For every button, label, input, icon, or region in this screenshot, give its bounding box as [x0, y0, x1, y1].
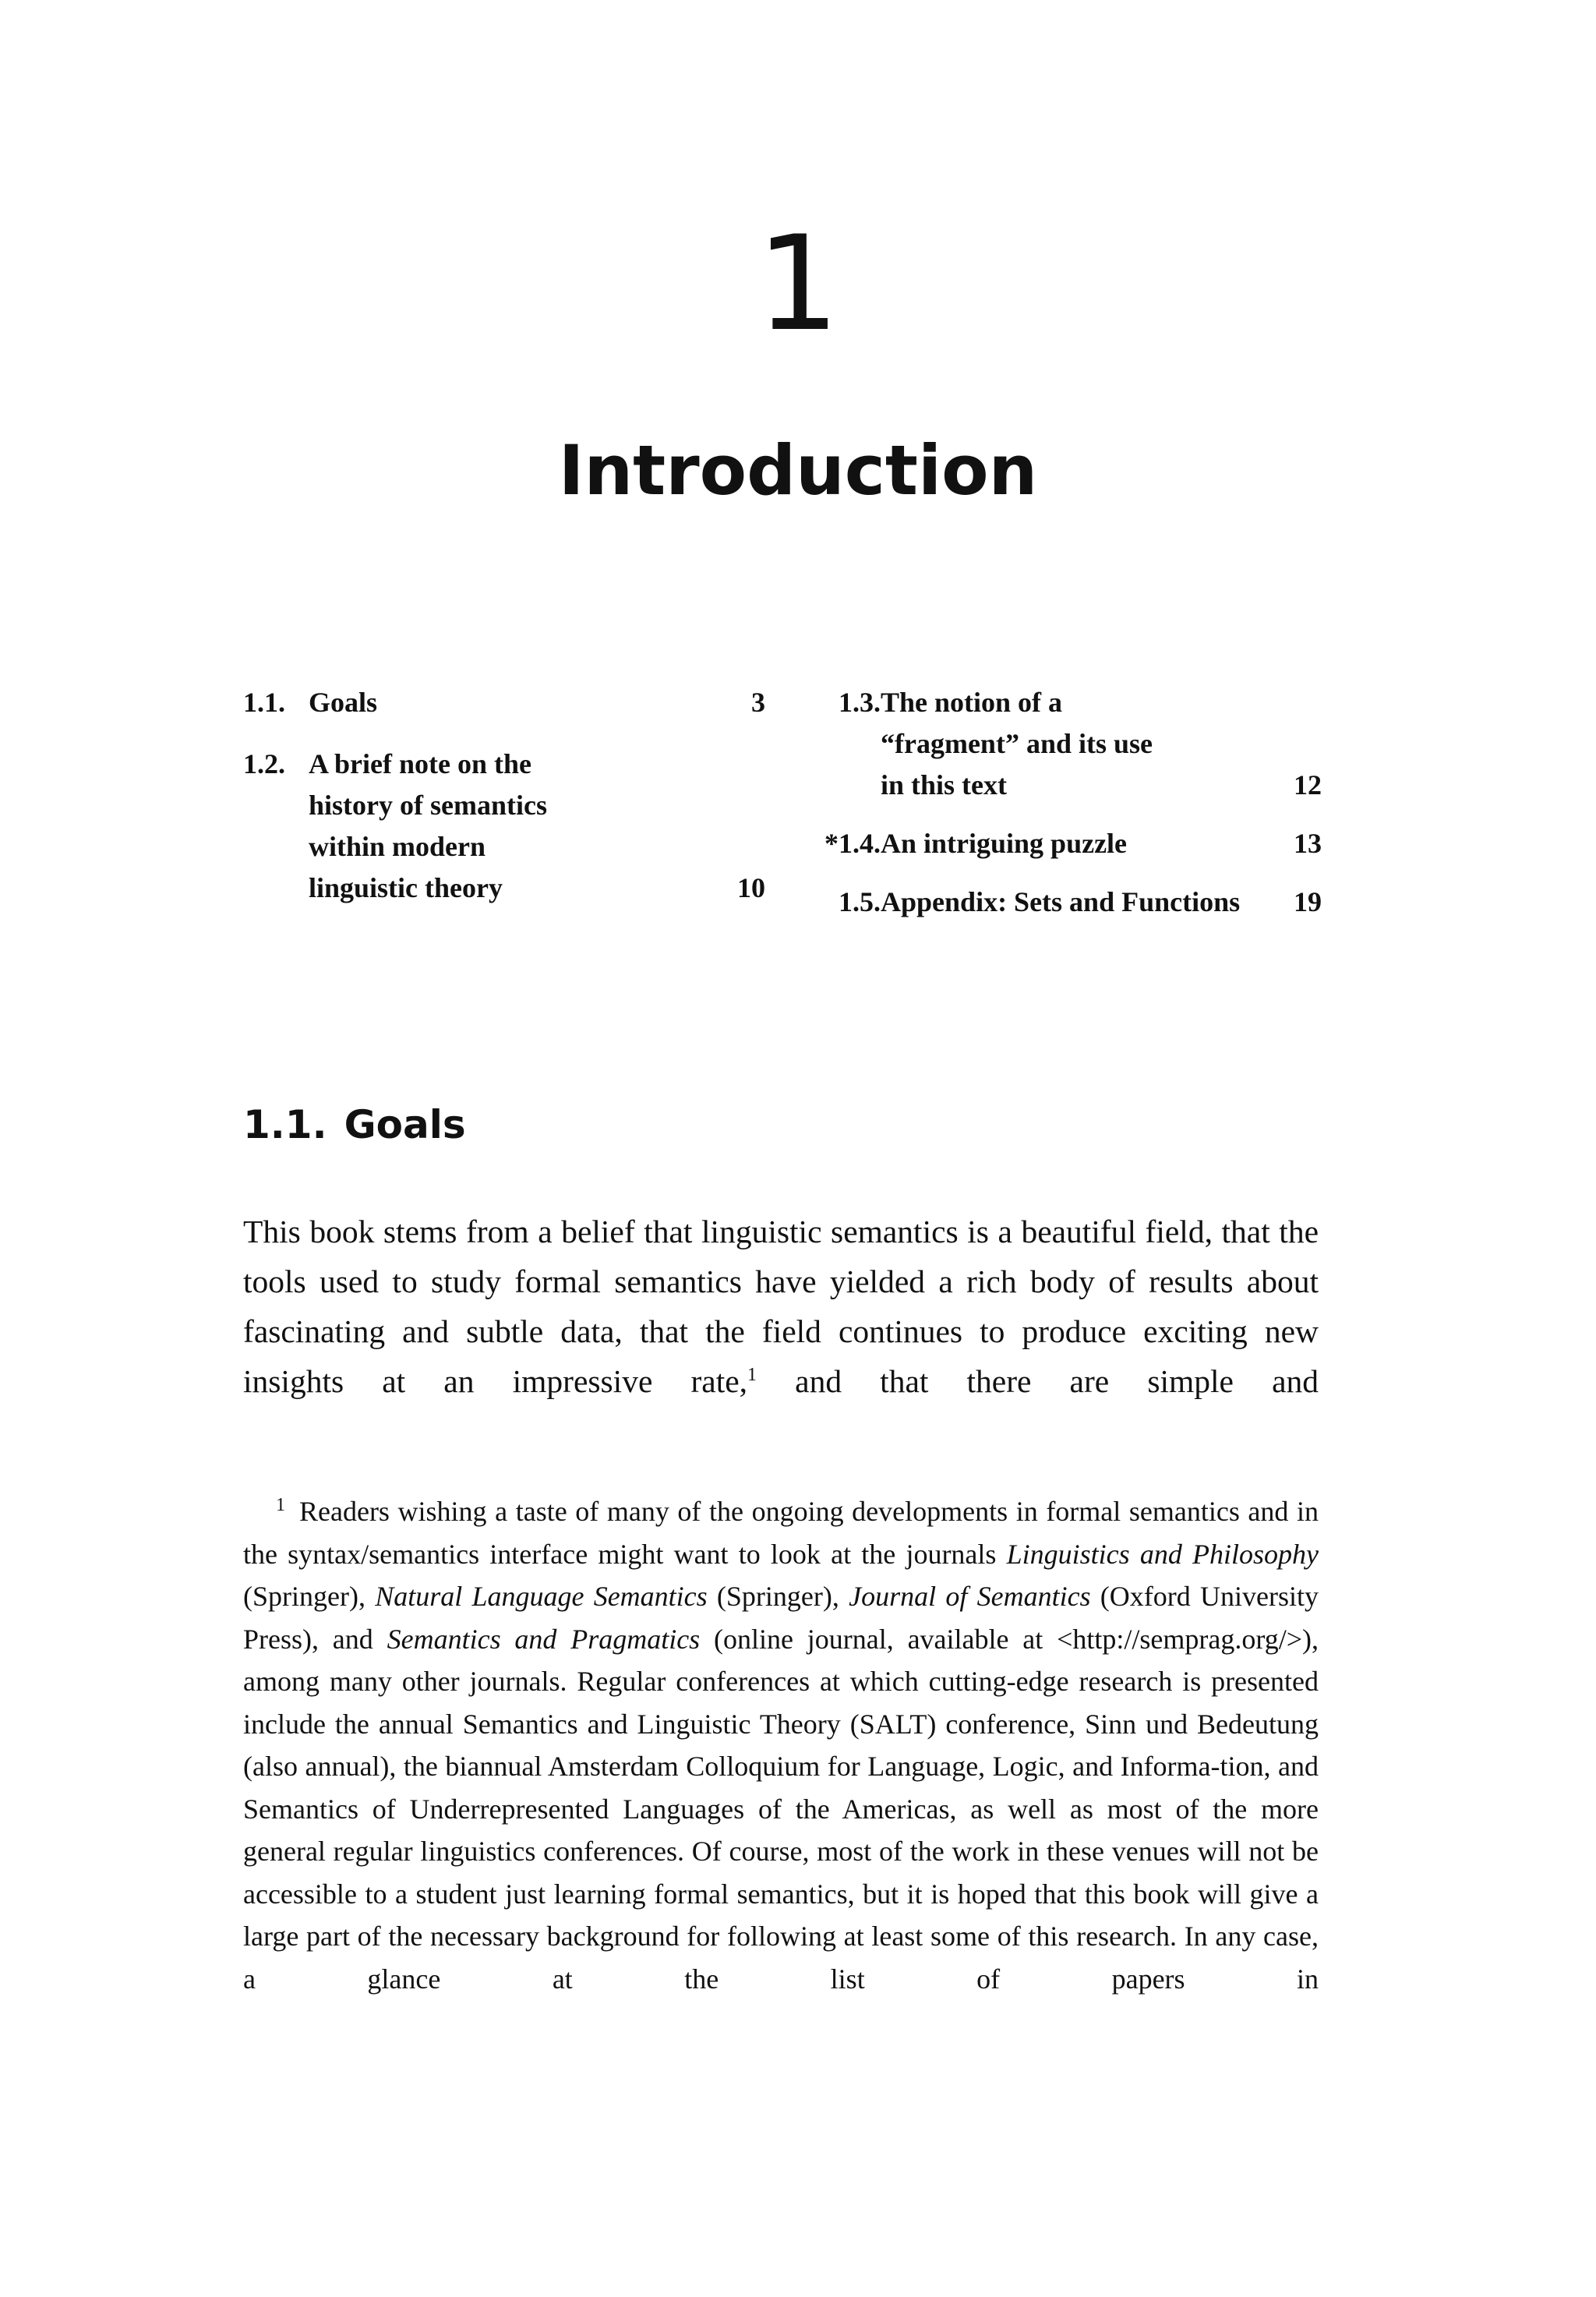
- toc-entry-page: 3: [751, 687, 765, 718]
- journal-title: Journal of Semantics: [849, 1581, 1091, 1612]
- body-text-part: This book stems from a belief that linguistic semantics is a beautiful field, that the tools used to study formal semantics have yielded a rich body of results about fascinating and subtle data, that the field continues to produce exciting new insights at an impressive rate,: [243, 1214, 1319, 1399]
- toc-right-column: [795, 682, 1322, 923]
- body-text-part: and that there are simple and: [757, 1363, 1319, 1399]
- chapter-number: 1: [756, 207, 840, 360]
- toc-entry-title: Appendix: Sets and Functions: [881, 886, 1241, 917]
- chapter-title: Introduction: [558, 430, 1038, 511]
- section-heading: [243, 1102, 466, 1147]
- toc-entry-number: 1.5.: [839, 886, 881, 917]
- footnote-text: (online journal, available at <http://semprag.org/>), among many other journals. Regular conferences at which cutting-edge research is presented include the annual Semantics and Linguistic Theory (SALT) conference, Sinn und Bedeutung (also annual), the biannual Amsterdam Colloquium for Language, Logic, and Informa-tion, and Semantics of Underrepresented Languages of the Americas, as well as most of the more general regular linguistics conferences. Of course, most of the work in these venues will not be accessible to a student just learning formal semantics, but it is hoped that this book will give a large part of the necessary background for following at least some of this research. In any case, a glance at the list of papers in: [243, 1623, 1319, 1995]
- toc-entry-title: Goals: [309, 687, 378, 718]
- body-paragraph: [243, 1207, 1319, 1406]
- toc-entry[interactable]: [795, 823, 1322, 864]
- toc-entry-title: An intriguing puzzle: [881, 828, 1128, 859]
- toc-entry-number: 1.3.: [839, 687, 881, 718]
- footnote-text: Readers wishing a taste of many of the ongoing developments in formal semantics and in the syntax/semantics interface might want to look at the journals: [243, 1496, 1319, 1570]
- footnote-marker: 1: [276, 1495, 285, 1515]
- toc-entry-page: 19: [1294, 886, 1322, 917]
- toc-entry-number: 1.1.: [243, 687, 285, 718]
- toc-entry-page: 10: [737, 872, 765, 903]
- footnote-text: (Springer),: [707, 1581, 849, 1612]
- footnote-reference[interactable]: 1: [747, 1365, 757, 1386]
- toc-entry-number: *1.4.: [824, 828, 881, 859]
- toc-left-column: [243, 682, 765, 909]
- toc-entry-number: 1.2.: [243, 748, 285, 779]
- toc-entry-title: A brief note on the history of semantics within modern linguistic theory: [309, 748, 547, 903]
- toc-entry[interactable]: [795, 682, 1322, 806]
- section-title: Goals: [344, 1102, 466, 1147]
- footnote-text: (Oxford University Press), and: [243, 1581, 1319, 1655]
- journal-title: Linguistics and Philosophy: [1006, 1538, 1319, 1570]
- footnote: [243, 1490, 1319, 2000]
- toc-entry-page: 13: [1294, 828, 1322, 859]
- toc-entry[interactable]: [243, 682, 765, 723]
- toc-entry[interactable]: [243, 744, 765, 909]
- journal-title: Natural Language Semantics: [375, 1581, 708, 1612]
- footnote-text: (Springer),: [243, 1581, 376, 1612]
- toc-entry-page: 12: [1294, 769, 1322, 800]
- toc-entry-title: The notion of a “fragment” and its use in this text: [881, 687, 1153, 800]
- section-number: 1.1.: [243, 1102, 327, 1147]
- toc-entry[interactable]: [795, 882, 1322, 923]
- journal-title: Semantics and Pragmatics: [387, 1623, 701, 1655]
